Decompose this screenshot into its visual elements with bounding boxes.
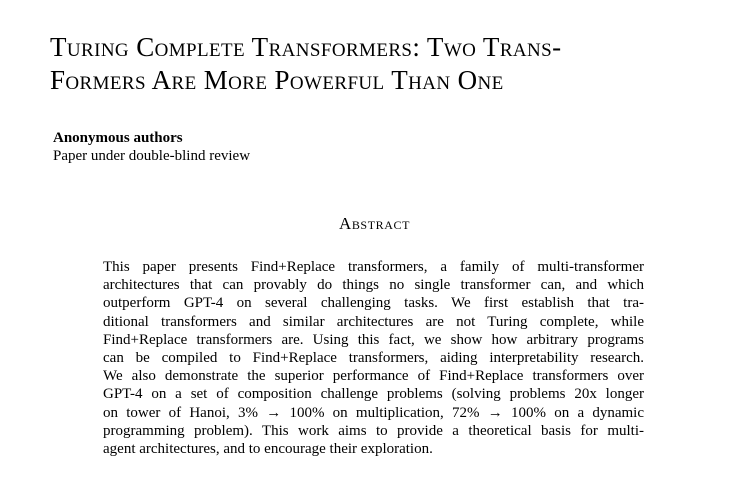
abstract-line: Find+Replace transformers are. Using this fact, we show how arbitrary programs	[103, 331, 644, 348]
paper-title	[50, 31, 730, 97]
abstract-heading: Abstract	[338, 214, 411, 233]
abstract-line: ditional transformers and similar architectures are not Turing complete, while	[103, 313, 644, 330]
abstract-line: We also demonstrate the superior performance of Find+Replace transformers over	[103, 368, 644, 385]
author-name: Anonymous authors	[53, 130, 183, 146]
abstract-line: can be compiled to Find+Replace transformers, aiding interpretability research.	[103, 350, 644, 367]
abstract-line: GPT-4 on a set of composition challenge problems (solving problems 20x longer	[103, 386, 644, 403]
author-affiliation: Paper under double-blind review	[53, 148, 251, 164]
author-block	[53, 129, 250, 165]
abstract-line: architectures that can provably do things no single transformer can, and which	[103, 277, 644, 294]
title-line-1: Turing Complete Transformers: Two Trans-	[50, 32, 562, 62]
abstract-line: on tower of Hanoi, 3% → 100% on multiplication, 72% → 100% on a dynamic	[103, 404, 644, 421]
abstract-body	[103, 258, 644, 458]
title-line-2: Formers Are More Powerful Than One	[50, 65, 504, 95]
abstract-line: This paper presents Find+Replace transformers, a family of multi-transformer	[103, 259, 644, 275]
abstract-line: outperform GPT-4 on several challenging tasks. We first establish that tra-	[103, 295, 644, 312]
abstract-line: programming problem). This work aims to provide a theoretical basis for multi-	[103, 422, 644, 439]
abstract-line: agent architectures, and to encourage their exploration.	[103, 441, 433, 458]
